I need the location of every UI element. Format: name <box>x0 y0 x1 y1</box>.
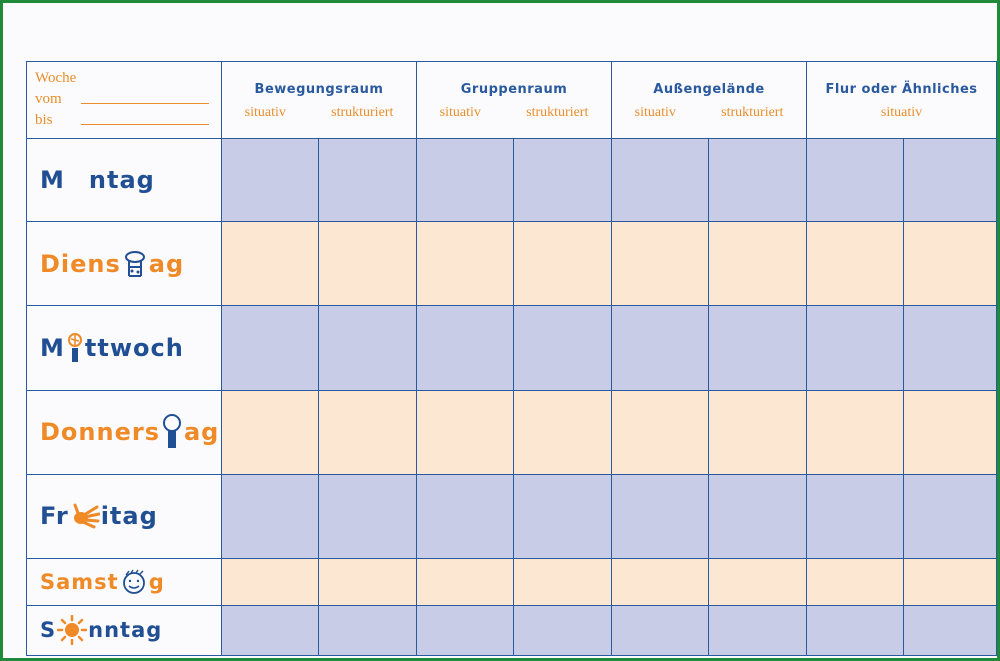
plan-cell[interactable] <box>709 605 807 655</box>
plan-cell[interactable] <box>222 306 319 390</box>
plan-cell[interactable] <box>222 558 319 605</box>
room-header-bewegungsraum <box>222 62 417 139</box>
plan-cell[interactable] <box>904 306 997 390</box>
plan-cell[interactable] <box>319 306 417 390</box>
plan-cell[interactable] <box>612 605 709 655</box>
plan-cell[interactable] <box>417 306 514 390</box>
day-label-text-start: S <box>40 618 57 643</box>
day-label-montag <box>27 166 221 194</box>
day-label-sonntag <box>27 615 221 645</box>
plan-cell[interactable] <box>319 139 417 222</box>
plan-cell[interactable] <box>319 222 417 306</box>
day-label-samstag <box>27 569 221 595</box>
col-situativ: situativ <box>880 105 923 120</box>
plan-cell[interactable] <box>319 558 417 605</box>
tree-icon <box>161 414 183 450</box>
day-label-freitag <box>27 502 221 530</box>
day-label-text-start: Donners <box>40 418 160 447</box>
day-label-text-start: Samst <box>40 569 119 594</box>
day-label-dienstag <box>27 249 221 279</box>
room-title: Bewegungsraum <box>254 82 384 97</box>
plan-cell[interactable] <box>417 390 514 474</box>
day-row-donnerstag <box>27 390 997 474</box>
plan-cell[interactable] <box>514 222 612 306</box>
plan-cell[interactable] <box>709 222 807 306</box>
plan-cell[interactable] <box>709 390 807 474</box>
day-label-cell <box>27 222 222 306</box>
plan-cell[interactable] <box>514 605 612 655</box>
to-date-line[interactable] <box>81 124 209 125</box>
day-label-text-start: M <box>40 166 65 195</box>
plan-cell[interactable] <box>612 474 709 558</box>
face-icon <box>120 569 148 595</box>
day-row-montag <box>27 139 997 222</box>
week-info-cell <box>27 62 222 139</box>
plan-cell[interactable] <box>417 558 514 605</box>
day-label-mittwoch <box>27 333 221 363</box>
plan-cell[interactable] <box>222 390 319 474</box>
plan-cell[interactable] <box>807 306 904 390</box>
plan-cell[interactable] <box>417 605 514 655</box>
week-label: Woche <box>35 70 77 86</box>
plan-cell[interactable] <box>514 139 612 222</box>
weekly-plan-sheet <box>26 61 996 656</box>
day-label-text-end: g <box>148 569 165 594</box>
day-label-cell <box>27 558 222 605</box>
moon-icon <box>66 169 88 191</box>
day-label-text-start: Diens <box>40 249 121 278</box>
day-label-cell <box>27 139 222 222</box>
plan-cell[interactable] <box>904 558 997 605</box>
plan-cell[interactable] <box>904 474 997 558</box>
plan-cell[interactable] <box>709 558 807 605</box>
plan-cell[interactable] <box>514 558 612 605</box>
day-label-text-end: itag <box>100 502 158 531</box>
from-date-line[interactable] <box>81 103 209 104</box>
room-header-gruppenraum <box>417 62 612 139</box>
day-label-donnerstag <box>27 414 221 450</box>
day-label-text-start: Fr <box>40 502 69 531</box>
room-header-aussengelaende <box>612 62 807 139</box>
day-row-freitag <box>27 474 997 558</box>
room-header-flur <box>807 62 997 139</box>
plan-cell[interactable] <box>319 605 417 655</box>
hand-icon <box>70 503 100 529</box>
day-label-text-end: ntag <box>88 166 155 195</box>
from-label: vom <box>35 91 62 107</box>
plan-cell[interactable] <box>709 474 807 558</box>
day-row-mittwoch <box>27 306 997 390</box>
plan-cell[interactable] <box>514 474 612 558</box>
plan-cell[interactable] <box>222 474 319 558</box>
from-line[interactable] <box>35 91 62 108</box>
day-row-samstag <box>27 558 997 605</box>
sun-icon <box>57 615 87 645</box>
to-line[interactable] <box>35 112 53 129</box>
plan-cell[interactable] <box>807 558 904 605</box>
day-label-text-end: ttwoch <box>84 333 184 362</box>
col-situativ: situativ <box>244 105 286 120</box>
col-situativ: situativ <box>634 105 676 120</box>
plan-cell[interactable] <box>612 306 709 390</box>
plan-cell[interactable] <box>514 306 612 390</box>
plan-cell[interactable] <box>904 139 997 222</box>
plan-cell[interactable] <box>222 139 319 222</box>
plan-cell[interactable] <box>904 605 997 655</box>
day-row-dienstag <box>27 222 997 306</box>
room-title: Außengelände <box>653 82 765 97</box>
day-label-text-start: M <box>40 333 65 362</box>
col-strukturiert: strukturiert <box>526 105 589 120</box>
plan-cell[interactable] <box>709 306 807 390</box>
day-label-text-end: nntag <box>88 618 163 643</box>
plan-cell[interactable] <box>612 558 709 605</box>
day-label-cell <box>27 390 222 474</box>
col-strukturiert: strukturiert <box>721 105 784 120</box>
day-label-text-end: ag <box>148 249 185 278</box>
plan-cell[interactable] <box>417 139 514 222</box>
day-label-cell <box>27 605 222 655</box>
plan-cell[interactable] <box>904 222 997 306</box>
col-situativ: situativ <box>439 105 481 120</box>
plan-cell[interactable] <box>612 139 709 222</box>
plan-cell[interactable] <box>417 474 514 558</box>
plan-cell[interactable] <box>417 222 514 306</box>
to-label: bis <box>35 112 53 128</box>
col-strukturiert: strukturiert <box>331 105 394 120</box>
plan-cell[interactable] <box>319 474 417 558</box>
plan-cell[interactable] <box>807 390 904 474</box>
weekly-plan-table <box>26 61 997 656</box>
day-row-sonntag <box>27 605 997 655</box>
plan-cell[interactable] <box>807 222 904 306</box>
plan-cell[interactable] <box>612 390 709 474</box>
plan-cell[interactable] <box>807 474 904 558</box>
day-label-text-end: ag <box>183 418 220 447</box>
room-title: Gruppenraum <box>460 82 568 97</box>
plan-cell[interactable] <box>222 222 319 306</box>
plan-cell[interactable] <box>807 605 904 655</box>
plan-cell[interactable] <box>514 390 612 474</box>
plan-cell[interactable] <box>612 222 709 306</box>
day-label-cell <box>27 474 222 558</box>
plan-cell[interactable] <box>222 605 319 655</box>
header-row <box>27 62 997 139</box>
plan-cell[interactable] <box>319 390 417 474</box>
plan-cell[interactable] <box>807 139 904 222</box>
dog-icon <box>122 249 148 279</box>
ball-icon <box>66 333 84 363</box>
plan-cell[interactable] <box>709 139 807 222</box>
day-label-cell <box>27 306 222 390</box>
room-title: Flur oder Ähnliches <box>825 82 978 97</box>
plan-cell[interactable] <box>904 390 997 474</box>
